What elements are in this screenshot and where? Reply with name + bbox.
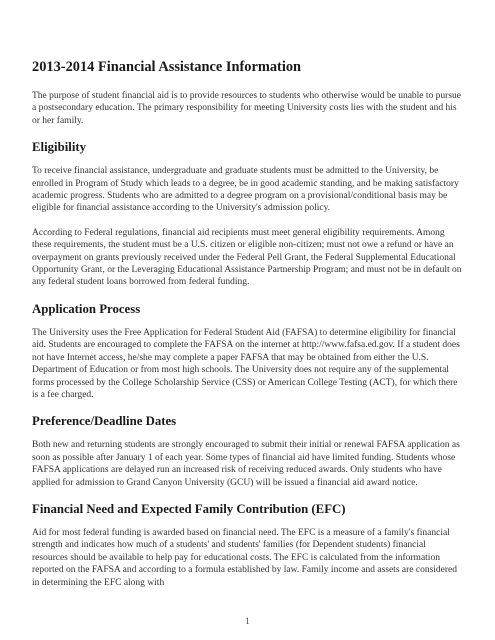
section-heading-application-process: Application Process [32,301,141,316]
section-heading-preference-deadline-dates: Preference/Deadline Dates [32,414,177,429]
intro-paragraph: The purpose of student financial aid is to provide resources to students who otherwise would be unable to pursue a postsecondary education. The primary responsibility for meeting University costs lies with the student and his or her family. [32,91,461,126]
document-title: 2013-2014 Financial Assistance Information [32,59,302,75]
financial-need-paragraph: Aid for most federal funding is awarded based on financial need. The EFC is a measure of a family's financial strength and indicates how much of a students' and students' families (for Dependent students) financial resources should be available to help pay for educational costs. The EFC is calculated from the information reported on the FAFSA and according to a formula established by law. Family income and assets are considered in determining the EFC along with [32,527,458,588]
document-content [32,58,464,601]
eligibility-paragraph-1: To receive financial assistance, undergraduate and graduate students must be admitted to the University, be enrolled in Program of Study which leads to a degree, be in good academic standing, and be making satisfactory academic progress. Students who are admitted to a degree program on a provisional/conditional basis may be eligible for financial assistance according to the University's admission policy. [32,166,459,214]
eligibility-paragraph-2: According to Federal regulations, financial aid recipients must meet general eligibility requirements. Among these requirements, the student must be a U.S. citizen or eligible non-citizen; must not owe a refund or have an overpayment on grants previously received under the Federal Pell Grant, the Federal Supplemental Educational Opportunity Grant, or the Leveraging Educational Assistance Partnership Program; and must not be in default on any federal student loans borrowed from federal funding. [32,227,462,288]
preference-deadline-paragraph: Both new and returning students are strongly encouraged to submit their initial or renewal FAFSA application as soon as possible after January 1 of each year. Some types of financial aid have limited funding. Students whose FAFSA applications are delayed run an increased risk of receiving reduced awards. Only students who have applied for admission to Grand Canyon University (GCU) will be issued a financial aid award notice. [32,440,460,488]
section-heading-eligibility: Eligibility [32,140,87,155]
page-number: 1 [245,616,250,626]
application-process-paragraph: The University uses the Free Application for Federal Student Aid (FAFSA) to determine eligibility for financial aid. Students are encouraged to complete the FAFSA on the internet at http://www.fafsa.ed.gov. If a student does not have Internet access, he/she may complete a paper FAFSA that may be obtained from either the U.S. Department of Education or from most high schools. The University does not require any of the supplemental forms processed by the College Scholarship Service (CSS) or American College Testing (ACT), for which there is a fee charged. [32,327,460,400]
section-heading-financial-need-efc: Financial Need and Expected Family Contribution (EFC) [32,501,346,516]
